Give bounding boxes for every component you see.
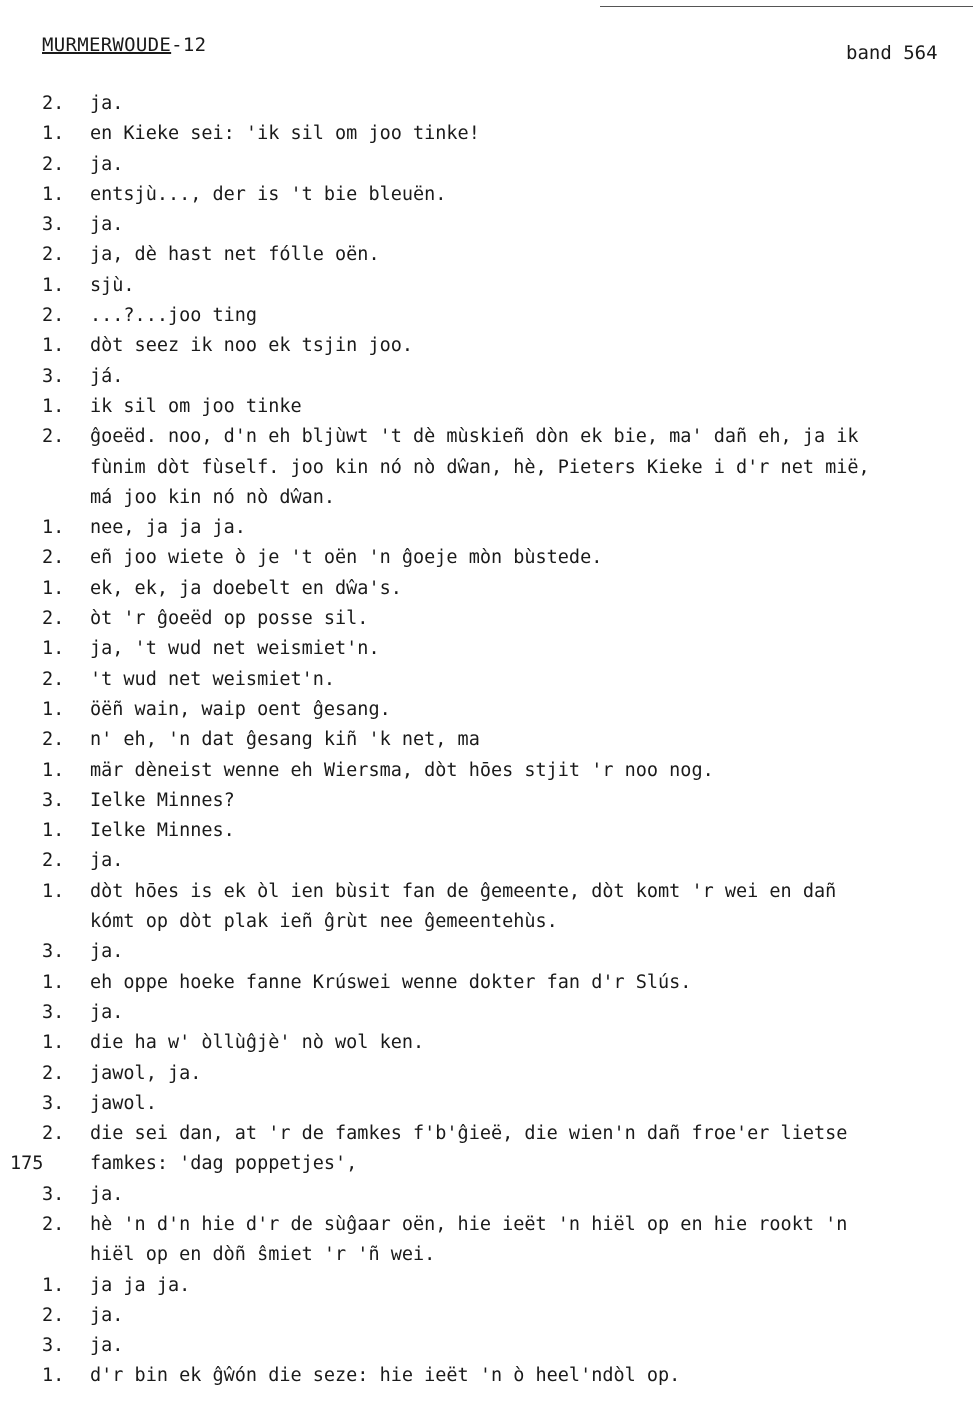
utterance-text: entsjù..., der is 't bie bleuën. xyxy=(90,183,447,205)
utterance-text: jawol, ja. xyxy=(90,1062,202,1084)
speaker-number: 3. xyxy=(42,1335,65,1357)
utterance-text: die sei dan, at 'r de famkes f'b'ĝieë, die wien'n dañ froe'er lietse xyxy=(90,1123,848,1145)
utterance-text: má joo kin nó nò dŵan. xyxy=(90,486,336,508)
speaker-number: 1. xyxy=(42,123,65,145)
utterance-text: dòt hōes is ek òl ien bùsit fan de ĝemeente, dòt komt 'r wei en dañ xyxy=(90,880,837,902)
speaker-number: 2. xyxy=(42,547,65,569)
utterance-text: ...?...joo ting xyxy=(90,305,258,327)
transcript-line xyxy=(0,184,973,214)
transcript-line xyxy=(0,881,973,911)
utterance-text: ja. xyxy=(90,941,124,963)
speaker-number: 2. xyxy=(42,93,65,114)
transcript-line xyxy=(0,93,973,123)
speaker-number: 1. xyxy=(42,395,65,417)
transcript-line xyxy=(0,820,973,850)
speaker-number: 2. xyxy=(42,244,65,266)
place-name: MURMERWOUDE xyxy=(42,34,172,56)
utterance-text: dòt seez ik noo ek tsjin joo. xyxy=(90,335,414,357)
transcript-line xyxy=(0,760,973,790)
transcript-line xyxy=(0,1153,973,1183)
utterance-text: n' eh, 'n dat ĝesang kiñ 'k net, ma xyxy=(90,729,480,751)
utterance-text: ja. xyxy=(90,1304,124,1326)
transcript-line xyxy=(0,517,973,547)
utterance-text: ja. xyxy=(90,1183,124,1205)
speaker-number: 2. xyxy=(42,1062,65,1084)
transcript-line xyxy=(0,123,973,153)
utterance-text: sjù. xyxy=(90,274,135,296)
speaker-number: 2. xyxy=(42,668,65,690)
speaker-number: 1. xyxy=(42,1365,65,1387)
line-number: 175 xyxy=(10,1153,44,1175)
speaker-number: 2. xyxy=(42,1123,65,1145)
utterance-text: Ielke Minnes? xyxy=(90,789,235,811)
speaker-number: 1. xyxy=(42,971,65,993)
utterance-text: Ielke Minnes. xyxy=(90,820,235,842)
speaker-number: 1. xyxy=(42,820,65,842)
transcript-line xyxy=(0,1032,973,1062)
page-header xyxy=(42,34,206,56)
transcript-line xyxy=(0,396,973,426)
utterance-text: ĝoeëd. noo, d'n eh bljùwt 't dè mùskieñ dòn ek bie, ma' dañ eh, ja ik xyxy=(90,426,859,448)
speaker-number: 1. xyxy=(42,638,65,660)
utterance-text: ja, dè hast net fóllе oën. xyxy=(90,244,380,266)
utterance-text: famkes: 'dag poppetjes', xyxy=(90,1153,358,1175)
speaker-number: 2. xyxy=(42,729,65,751)
transcript-line xyxy=(0,578,973,608)
transcript-line xyxy=(0,305,973,335)
utterance-text: hiël op en dòñ ŝmiet 'r 'ñ wei. xyxy=(90,1244,436,1266)
speaker-number: 2. xyxy=(42,1213,65,1235)
utterance-text: eh oppe hoeke fanne Krúswei wenne dokter fan d'r Slús. xyxy=(90,971,692,993)
speaker-number: 1. xyxy=(42,335,65,357)
speaker-number: 1. xyxy=(42,517,65,539)
speaker-number: 3. xyxy=(42,1092,65,1114)
transcript-line xyxy=(0,1275,973,1305)
speaker-number: 1. xyxy=(42,183,65,205)
utterance-text: ik sil om joo tinke xyxy=(90,395,302,417)
transcript-line xyxy=(0,1002,973,1032)
utterance-text: ja. xyxy=(90,1335,124,1357)
speaker-number: 1. xyxy=(42,274,65,296)
speaker-number: 1. xyxy=(42,1274,65,1296)
speaker-number: 3. xyxy=(42,365,65,387)
transcript-line xyxy=(0,941,973,971)
transcript-line xyxy=(0,850,973,880)
transcript-line xyxy=(0,1335,973,1365)
top-rule xyxy=(600,6,973,7)
utterance-text: öëñ wain, waip oent ĝesang. xyxy=(90,698,391,720)
speaker-number: 2. xyxy=(42,426,65,448)
transcript-line xyxy=(0,487,973,517)
utterance-text: jawol. xyxy=(90,1092,157,1114)
transcript-line xyxy=(0,366,973,396)
speaker-number: 2. xyxy=(42,608,65,630)
utterance-text: ja ja ja. xyxy=(90,1274,191,1296)
utterance-text: eñ joo wiete ò je 't oën 'n ĝoeje mòn bùstede. xyxy=(90,547,603,569)
speaker-number: 1. xyxy=(42,698,65,720)
transcript xyxy=(0,93,973,1396)
utterance-text: 't wud net weismiet'n. xyxy=(90,668,336,690)
speaker-number: 2. xyxy=(42,153,65,175)
speaker-number: 3. xyxy=(42,1183,65,1205)
transcript-line xyxy=(0,729,973,759)
transcript-line xyxy=(0,547,973,577)
transcript-line xyxy=(0,1093,973,1123)
utterance-text: ja. xyxy=(90,214,124,236)
speaker-number: 2. xyxy=(42,305,65,327)
utterance-text: ek, ek, ja doebelt en dŵa's. xyxy=(90,577,402,599)
transcript-line xyxy=(0,911,973,941)
speaker-number: 3. xyxy=(42,941,65,963)
utterance-text: ja. xyxy=(90,93,124,114)
transcript-line xyxy=(0,608,973,638)
utterance-text: nee, ja ja ja. xyxy=(90,517,246,539)
transcript-line xyxy=(0,1063,973,1093)
utterance-text: mär dèneist wenne eh Wiersma, dòt hōes stjit 'r noo nog. xyxy=(90,759,714,781)
band-label: band 564 xyxy=(846,42,938,64)
transcript-line xyxy=(0,790,973,820)
utterance-text: ja, 't wud net weismiet'n. xyxy=(90,638,380,660)
utterance-text: ja. xyxy=(90,1001,124,1023)
transcript-line xyxy=(0,275,973,305)
transcript-line xyxy=(0,1123,973,1153)
transcript-line xyxy=(0,426,973,456)
speaker-number: 1. xyxy=(42,1032,65,1054)
transcript-line xyxy=(0,457,973,487)
speaker-number: 1. xyxy=(42,880,65,902)
page-number: -12 xyxy=(171,34,207,56)
transcript-line xyxy=(0,1305,973,1335)
speaker-number: 1. xyxy=(42,577,65,599)
speaker-number: 3. xyxy=(42,214,65,236)
transcript-line xyxy=(0,214,973,244)
transcript-line xyxy=(0,154,973,184)
speaker-number: 3. xyxy=(42,1001,65,1023)
transcript-line xyxy=(0,335,973,365)
transcript-line xyxy=(0,699,973,729)
transcript-line xyxy=(0,638,973,668)
utterance-text: kómt op dòt plak ieñ ĝrùt nee ĝemeentehùs. xyxy=(90,911,558,933)
speaker-number: 2. xyxy=(42,850,65,872)
utterance-text: já. xyxy=(90,365,124,387)
speaker-number: 3. xyxy=(42,789,65,811)
transcript-line xyxy=(0,669,973,699)
utterance-text: d'r bin ek ĝŵón die seze: hie ieët 'n ò heel'ndòl op. xyxy=(90,1365,681,1387)
utterance-text: hè 'n d'n hie d'r de sùĝaar oën, hie ieët 'n hiël op en hie rookt 'n xyxy=(90,1213,848,1235)
transcript-line xyxy=(0,1184,973,1214)
speaker-number: 1. xyxy=(42,759,65,781)
transcript-line xyxy=(0,1214,973,1244)
speaker-number: 2. xyxy=(42,1304,65,1326)
utterance-text: fùnim dòt fùself. joo kin nó nò dŵan, hè, Pieters Kieke i d'r net mië, xyxy=(90,456,870,478)
utterance-text: en Kieke sei: 'ik sil om joo tinke! xyxy=(90,123,480,145)
transcript-line xyxy=(0,1244,973,1274)
utterance-text: die ha w' òllùĝjè' nò wol ken. xyxy=(90,1032,425,1054)
transcript-line xyxy=(0,1365,973,1395)
utterance-text: ja. xyxy=(90,850,124,872)
utterance-text: òt 'r ĝoeëd op posse sil. xyxy=(90,608,369,630)
transcript-line xyxy=(0,244,973,274)
transcript-line xyxy=(0,972,973,1002)
utterance-text: ja. xyxy=(90,153,124,175)
